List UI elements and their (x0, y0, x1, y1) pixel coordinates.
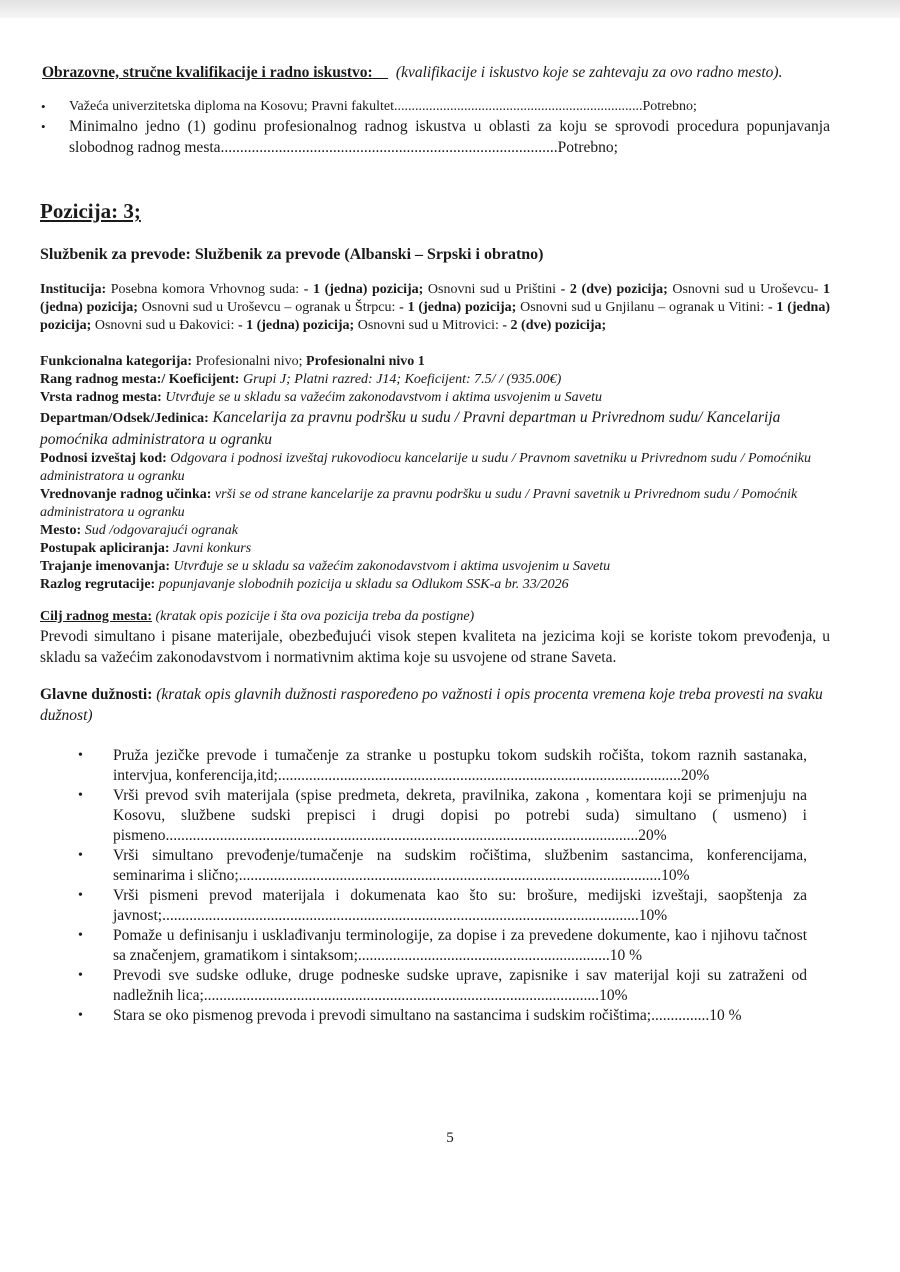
institution-court-4: Osnovni sud u Uroševcu – ogranak u Štrpcu: (137, 300, 400, 315)
detail-functional-category: Funkcionalna kategorija: Profesionalni nivo; Profesionalni nivo 1 (40, 354, 425, 369)
education-item-diploma: • Važeća univerzitetska diploma na Kosovu; Pravni fakultet.......................................................................Potrebno; (40, 97, 830, 116)
goal-text: Prevodi simultano i pisane materijale, obezbeđujući visok stepen kvaliteta na jezicima koji se koriste tokom prevođenja, u skladu sa važećim zakonodavstvom i normativnim aktima koje su usvojene od strane Saveta. (40, 628, 830, 666)
duties-list (95, 746, 807, 1026)
detail-evaluation: Vrednovanje radnog učinka: vrši se od strane kancelarije za pravnu podršku u sudu / Pravni savetnik u Privrednom sudu / Pomoćnik administratora u ogranku (40, 487, 798, 520)
detail-application-procedure: Postupak apliciranja: Javni konkurs (40, 541, 252, 556)
detail-department: Departman/Odsek/Jedinica: Kancelarija za pravnu podršku u sudu / Pravni departman u Privrednom sudu/ Kancelarija pomoćnika administratora u ogranku (40, 409, 781, 448)
education-item-experience: • Minimalno jedno (1) godinu profesionalnog radnog iskustva u oblasti za koju se sprovodi procedura popunjavanja slobodnog radnog mesta.......................................................................................Potrebno; (40, 116, 830, 158)
institution-count-1: - 1 (jedna) pozicija; (303, 282, 424, 297)
institution-court-5: Osnovni sud u Gnjilanu – ogranak u Vitini: (516, 300, 768, 315)
detail-type: Vrsta radnog mesta: Utvrđuje se u skladu sa važećim zakonodavstvom i aktima usvojenim u Savetu (40, 390, 602, 405)
education-heading-block (42, 62, 830, 83)
institution-count-3: 1 (jedna) pozicija; (40, 282, 830, 315)
institution-court-2: Osnovni sud u Prištini (423, 282, 561, 297)
institution-count-6: - 1 (jedna) pozicija; (237, 318, 355, 333)
goal-heading-block (40, 608, 830, 626)
education-list (40, 97, 830, 158)
goal-heading: Cilj radnog mesta: (40, 609, 152, 624)
institution-count-7: - 2 (dve) pozicija; (502, 318, 607, 333)
goal-note: (kratak opis pozicije i šta ova pozicija treba da postigne) (152, 609, 475, 624)
duties-heading: Glavne dužnosti: (40, 686, 153, 703)
document-page (40, 62, 830, 1026)
institution-count-4: - 1 (jedna) pozicija; (399, 300, 517, 315)
duty-item: • Vrši pismeni prevod materijala i dokumenata kao što su: brošure, medijski izveštaji, saopštenja za javnost;...........................................................................................................................10% (95, 886, 807, 926)
page-number: 5 (446, 1130, 454, 1146)
education-heading: Obrazovne, stručne kvalifikacije i radno iskustvo: (42, 64, 373, 81)
position-details (40, 353, 830, 594)
duty-item: • Stara se oko pismenog prevoda i prevodi simultano na sastancima i sudskim ročištima;...............10 % (95, 1006, 807, 1026)
institution-court-1: Posebna komora Vrhovnog suda: (106, 282, 304, 297)
education-note: (kvalifikacije i iskustvo koje se zahtevaju za ovo radno mesto). (395, 64, 783, 81)
institution-count-5: - 1 (jedna) pozicija; (40, 300, 830, 333)
institution-court-6: Osnovni sud u Đakovici: (91, 318, 238, 333)
scan-top-band (0, 0, 900, 18)
duty-item: • Vrši prevod svih materijala (spise predmeta, dekreta, pravilnika, zakona , komentara koji se primenjuju na Kosovu, službene sudski prepisci i drugi dopisi po potrebi suda) simultano ( usmeno) i pismeno..........................................................................................................................20% (95, 786, 807, 846)
detail-rank: Rang radnog mesta:/ Koeficijent: Grupi J; Platni razred: J14; Koeficijent: 7.5/ / (935.00€) (40, 372, 562, 387)
position-subtitle: Službenik za prevode: Službenik za prevode (Albanski – Srpski i obratno) (40, 246, 544, 263)
duty-item: • Pruža jezičke prevode i tumačenje za stranke u postupku tokom sudskih ročišta, tokom raznih sastanaka, intervjua, konferencija,itd;........................................................................................................20% (95, 746, 807, 786)
institution-count-2: - 2 (dve) pozicija; (560, 282, 668, 297)
detail-duration: Trajanje imenovanja: Utvrđuje se u skladu sa važećim zakonodavstvom i aktima usvojenim u Savetu (40, 559, 611, 574)
detail-recruitment-reason: Razlog regrutacije: popunjavanje slobodnih pozicija u skladu sa Odlukom SSK-a br. 33/2026 (40, 577, 569, 592)
duty-item: • Pomaže u definisanju i usklađivanju terminologije, za dopise i za prevedene dokumente, kao i njihovu tačnost sa značenjem, gramatikom i sintaksom;.................................................................10 % (95, 926, 807, 966)
duties-heading-block (40, 684, 830, 726)
detail-reports-to: Podnosi izveštaj kod: Odgovara i podnosi izveštaj rukovodiocu kancelarije u sudu / Pravnom savetniku u Privrednom sudu / Pomoćniku administratora u ogranku (40, 451, 811, 484)
institution-court-7: Osnovni sud u Mitrovici: (354, 318, 503, 333)
duty-item: • Vrši simultano prevođenje/tumačenje na sudskim ročištima, službenim sastancima, konferencijama, seminarima i slično;.............................................................................................................10% (95, 846, 807, 886)
institution-court-3: Osnovni sud u Uroševcu- (667, 282, 823, 297)
position-title: Pozicija: 3; (40, 199, 141, 223)
duty-item: • Prevodi sve sudske odluke, druge podneske sudske uprave, zapisnike i sav materijal koji su zatraženi od nadležnih lica;......................................................................................................10% (95, 966, 807, 1006)
institution-paragraph (40, 281, 830, 335)
detail-location: Mesto: Sud /odgovarajući ogranak (40, 523, 238, 538)
duties-note: (kratak opis glavnih dužnosti raspoređeno po važnosti i opis procenta vremena koje treba provesti na svaku dužnost) (40, 686, 823, 724)
institution-label: Institucija: (40, 282, 107, 297)
